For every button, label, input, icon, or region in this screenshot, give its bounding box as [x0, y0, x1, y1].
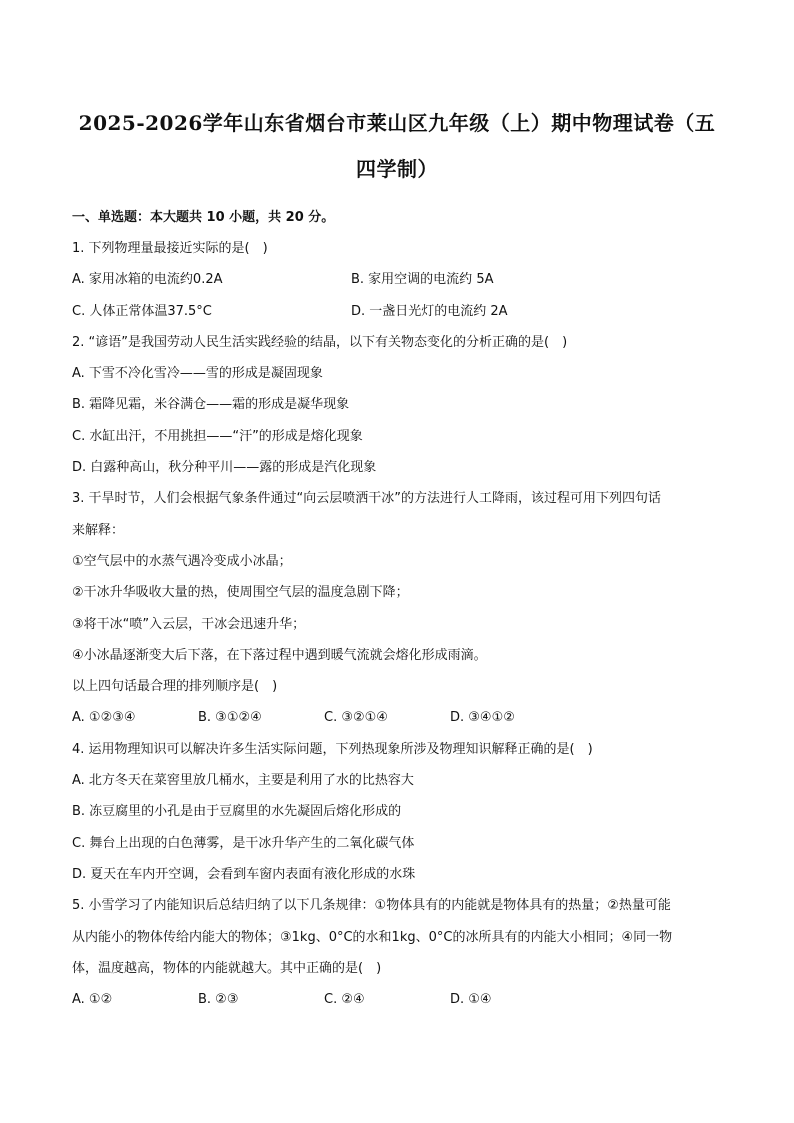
- question-5: [72, 890, 722, 1015]
- option-d: D. ③④①②: [450, 710, 515, 726]
- question-2: [72, 327, 722, 483]
- question-stem: 从内能小的物体传给内能大的物体；③1kg、0°C的水和1kg、0°C的冰所具有的内能大小相同；④同一物: [72, 929, 673, 945]
- question-prompt: 以上四句话最合理的排列顺序是( ): [72, 679, 278, 695]
- statement-1: ①空气层中的水蒸气遇冷变成小冰晶；: [72, 553, 292, 569]
- exam-title-line-1: 2025-2026学年山东省烟台市莱山区九年级（上）期中物理试卷（五: [78, 111, 716, 135]
- option-d: D. 白露种高山，秋分种平川——露的形成是汽化现象: [72, 460, 377, 476]
- option-a: A. ①②③④: [72, 710, 136, 726]
- question-options: [72, 702, 722, 733]
- option-d: D. ①④: [450, 992, 492, 1008]
- option-b: B. 家用空调的电流约 5A: [351, 272, 494, 288]
- exam-title: [72, 100, 722, 192]
- option-a: A. 家用冰箱的电流约0.2A: [72, 272, 223, 288]
- option-c: C. ②④: [324, 992, 365, 1008]
- question-3: [72, 483, 722, 733]
- question-stem: 来解释：: [72, 522, 125, 538]
- section-heading: 一、单选题：本大题共 10 小题，共 20 分。: [72, 210, 335, 225]
- option-d: D. 一盏日光灯的电流约 2A: [351, 303, 508, 319]
- question-4: [72, 734, 722, 890]
- exam-title-line-2: 四学制）: [356, 157, 438, 181]
- statement-4: ④小冰晶逐渐变大后下落，在下落过程中遇到暖气流就会熔化形成雨滴。: [72, 647, 487, 663]
- option-a: A. 下雪不冷化雪冷——雪的形成是凝固现象: [72, 366, 323, 382]
- option-b: B. 冻豆腐里的小孔是由于豆腐里的水先凝固后熔化形成的: [72, 804, 402, 820]
- option-a: A. 北方冬天在菜窖里放几桶水，主要是利用了水的比热容大: [72, 773, 414, 789]
- statement-2: ②干冰升华吸收大量的热，使周围空气层的温度急剧下降；: [72, 585, 409, 601]
- question-stem: 体，温度越高，物体的内能就越大。其中正确的是( ): [72, 960, 382, 976]
- option-b: B. ②③: [198, 992, 239, 1008]
- option-a: A. ①②: [72, 992, 113, 1008]
- question-stem: 4. 运用物理知识可以解决许多生活实际问题，下列热现象所涉及物理知识解释正确的是( ): [72, 741, 593, 757]
- question-1: [72, 233, 722, 327]
- statement-3: ③将干冰“喷”入云层，干冰会迅速升华；: [72, 616, 306, 632]
- question-options: [72, 984, 722, 1015]
- option-c: C. ③②①④: [324, 710, 388, 726]
- option-b: B. 霜降见霜，米谷满仓——霜的形成是凝华现象: [72, 397, 350, 413]
- question-stem: 3. 干旱时节，人们会根据气象条件通过“向云层喷洒干冰”的方法进行人工降雨，该过程可用下列四句话: [72, 491, 662, 507]
- option-c: C. 人体正常体温37.5°C: [72, 303, 212, 319]
- option-d: D. 夏天在车内开空调，会看到车窗内表面有液化形成的水珠: [72, 866, 416, 882]
- option-c: C. 水缸出汗，不用挑担——“汗”的形成是熔化现象: [72, 428, 363, 444]
- question-stem: 5. 小雪学习了内能知识后总结归纳了以下几条规律：①物体具有的内能就是物体具有的热量；②热量可能: [72, 898, 671, 914]
- question-options: [72, 264, 722, 327]
- question-stem: 2. “谚语”是我国劳动人民生活实践经验的结晶，以下有关物态变化的分析正确的是( ): [72, 334, 568, 350]
- option-b: B. ③①②④: [198, 710, 262, 726]
- option-c: C. 舞台上出现的白色薄雾，是干冰升华产生的二氧化碳气体: [72, 835, 415, 851]
- question-stem: 1. 下列物理量最接近实际的是( ): [72, 241, 268, 256]
